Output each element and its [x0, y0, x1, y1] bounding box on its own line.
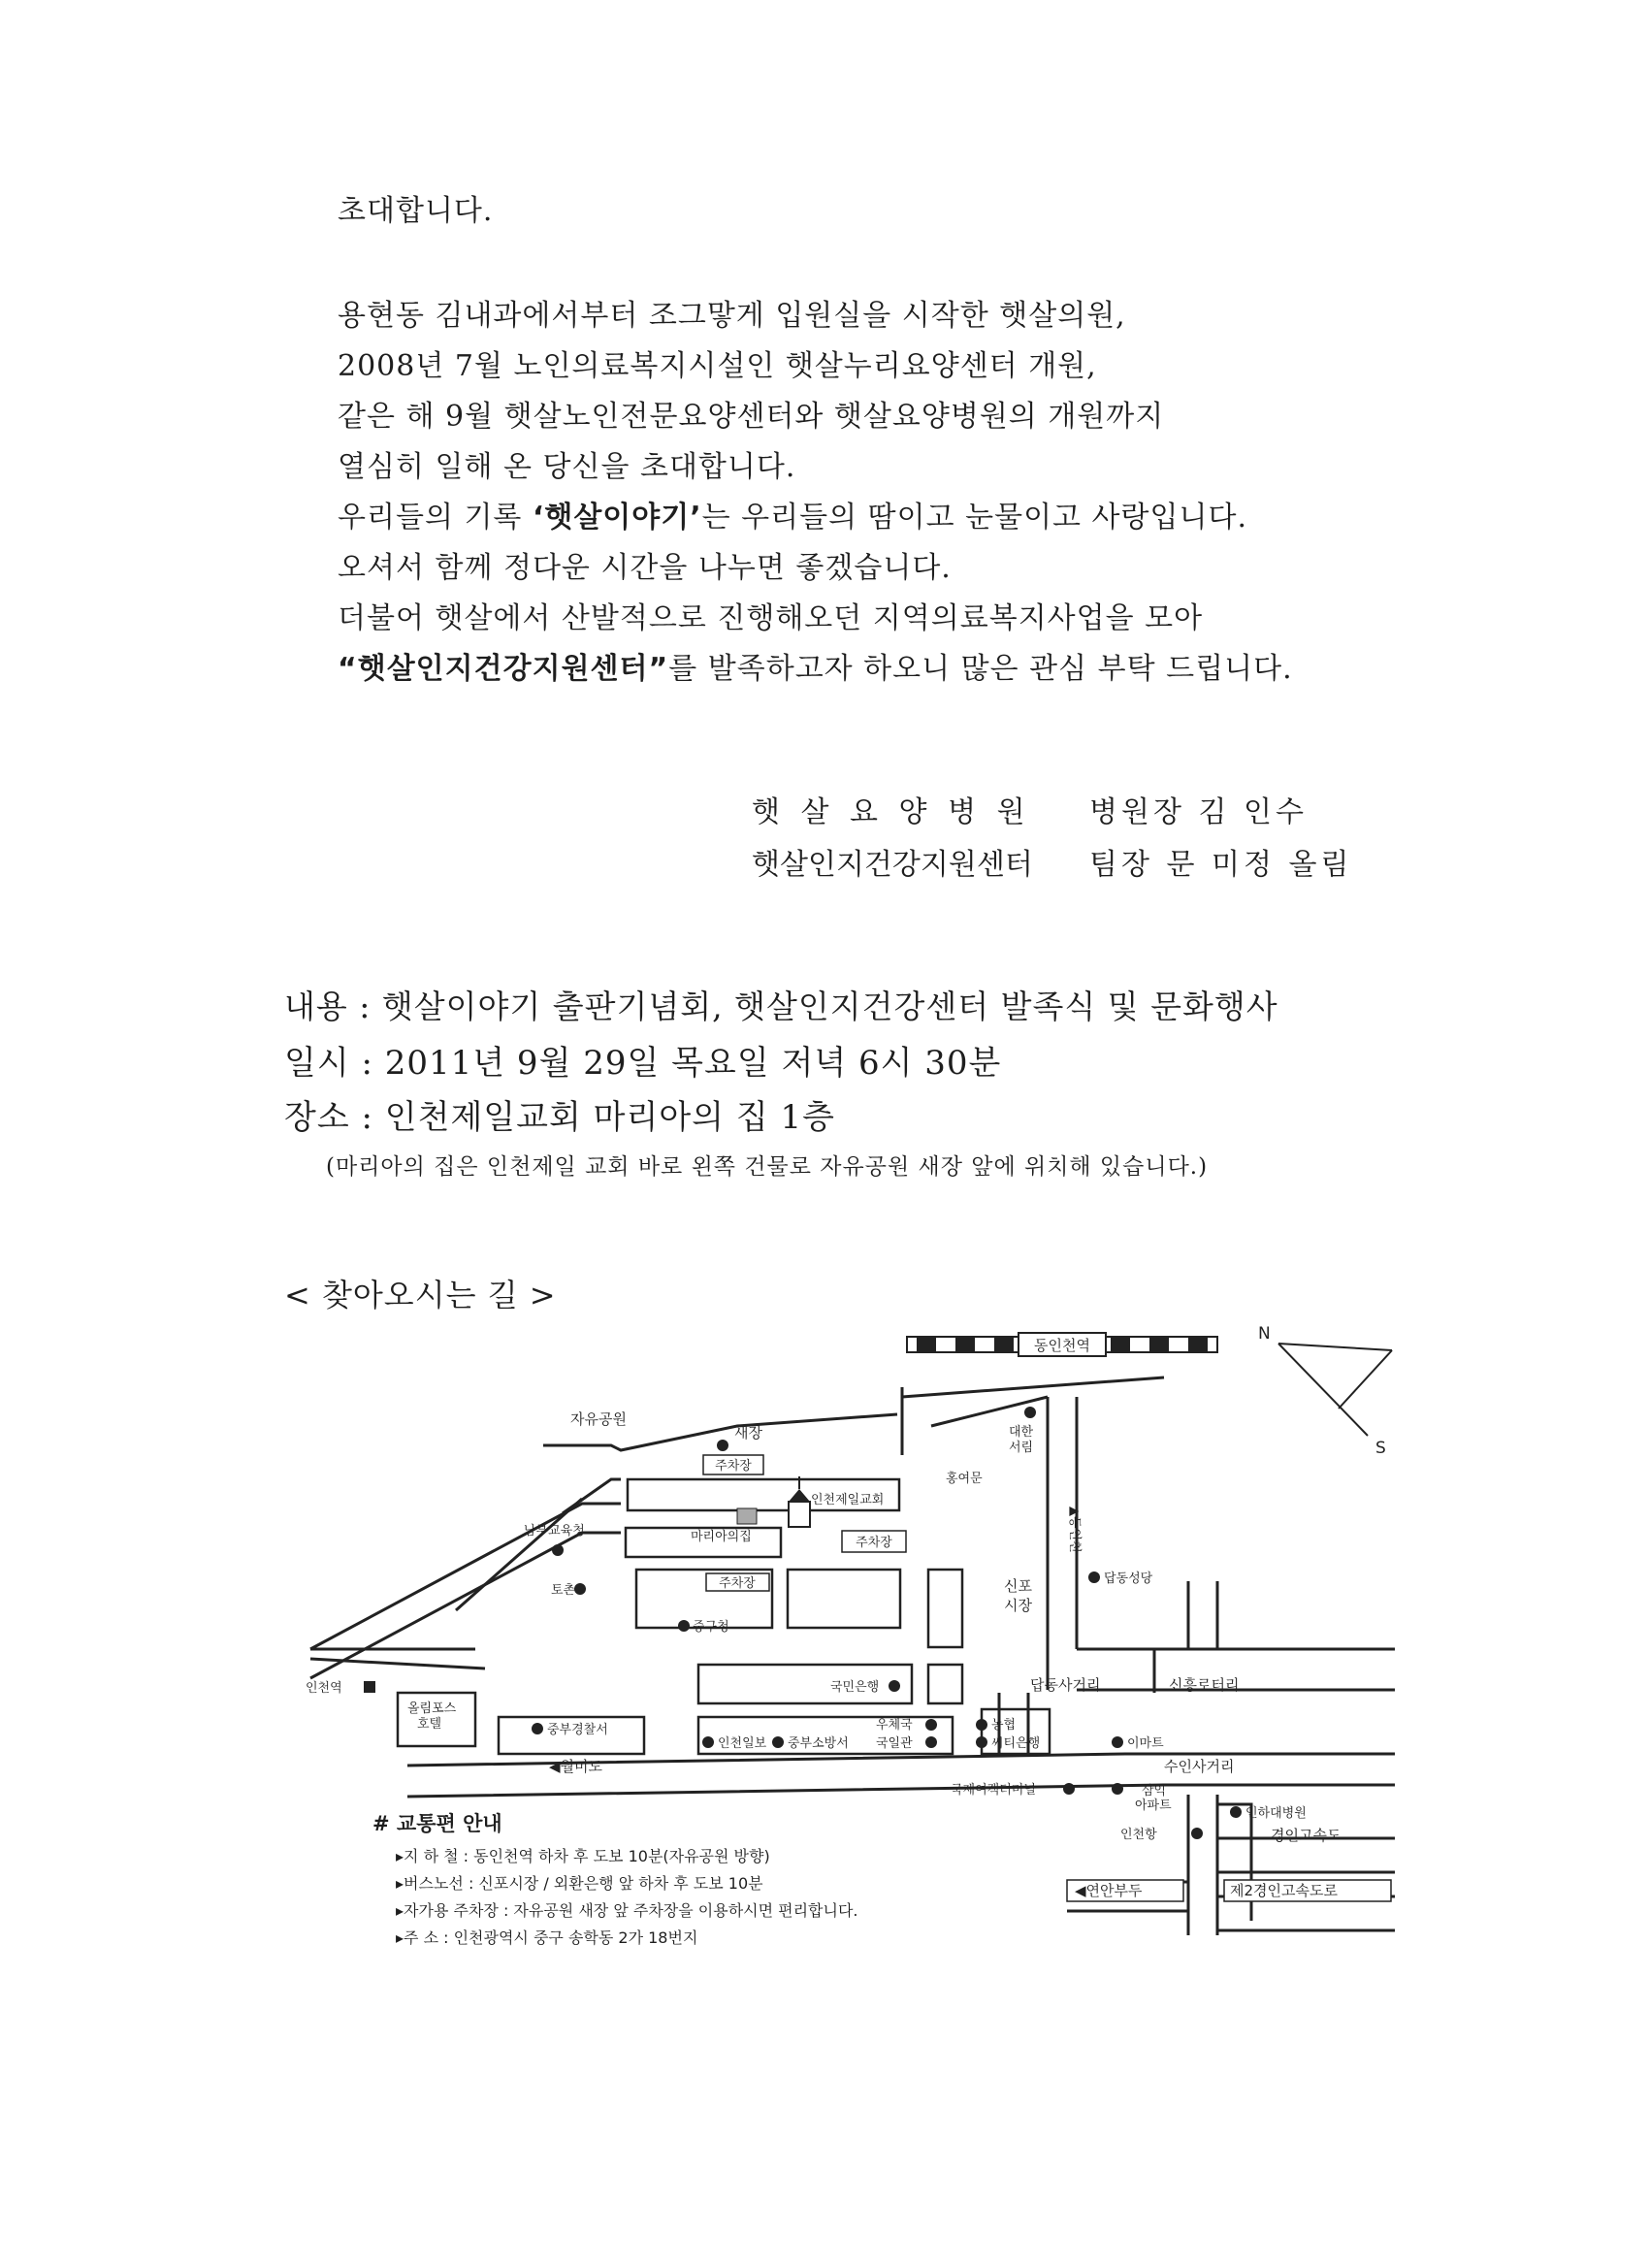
label-sinpo-1: 신포 [1004, 1577, 1032, 1595]
label-dapdong-cross: 답동사거리 [1030, 1676, 1101, 1694]
book-title: ‘햇살이야기’ [532, 501, 702, 535]
letter-line-8-post: 를 발족하고자 하오니 많은 관심 부탁 드립니다. [668, 652, 1293, 686]
event-content: 내용 : 햇살이야기 출판기념회, 햇살인지건강센터 발족식 및 문화행사 [284, 988, 1278, 1025]
label-olympus-2: 호텔 [417, 1717, 442, 1732]
label-samik-2: 아파트 [1135, 1798, 1172, 1813]
compass-south: S [1375, 1439, 1386, 1458]
label-citi-bank: 씨티은행 [991, 1736, 1041, 1751]
label-church: 인천제일교회 [811, 1493, 885, 1507]
church-icon [789, 1476, 810, 1527]
label-sinpo-2: 시장 [1004, 1597, 1032, 1614]
label-saejang: 새장 [734, 1424, 762, 1442]
label-olympus-1: 올림포스 [407, 1701, 457, 1716]
compass-north: N [1258, 1324, 1271, 1344]
label-nonghyup: 농협 [991, 1718, 1017, 1733]
maria-house-icon [737, 1508, 757, 1524]
label-gyeongin-exp: 경인고속도 [1271, 1827, 1342, 1844]
label-kookmin-bank: 국민은행 [830, 1680, 880, 1695]
label-parking-1: 주차장 [715, 1459, 752, 1474]
transport-item-address: ▸주 소 : 인천광역시 중구 송학동 2가 18번지 [396, 1928, 698, 1947]
letter-line-5-pre: 우리들의 기록 [338, 501, 533, 535]
station-dongincheon: 동인천역 [1034, 1337, 1090, 1354]
event-datetime: 일시 : 2011년 9월 29일 목요일 저녁 6시 30분 [284, 1044, 1002, 1083]
letter-line-2: 2008년 7월 노인의료복지시설인 햇살누리요양센터 개원, [338, 349, 1097, 383]
letter-line-4: 열심히 일해 온 당신을 초대합니다. [338, 450, 796, 484]
signature-role-1: 병원장 김 인수 [1089, 795, 1308, 829]
signature-org-1: 햇 살 요 양 병 원 [752, 795, 1031, 829]
label-junggu-office: 중구청 [693, 1620, 729, 1635]
compass [1258, 1324, 1392, 1458]
label-parking-2: 주차장 [856, 1536, 892, 1550]
transport-item-subway: ▸지 하 철 : 동인천역 하차 후 도보 10분(자유공원 방향) [396, 1847, 770, 1865]
label-incheon-port: 인천항 [1120, 1828, 1157, 1842]
letter-line-5-post: 는 우리들의 땀이고 눈물이고 사랑입니다. [701, 501, 1247, 535]
event-place-note: (마리아의 집은 인천제일 교회 바로 왼쪽 건물로 자유공원 새장 앞에 위치해 있습니다.) [326, 1154, 1209, 1180]
letter-greeting: 초대합니다. [338, 194, 494, 228]
transport-item-parking: ▸자가용 주차장 : 자유공원 새장 앞 주차장을 이용하시면 편리합니다. [396, 1901, 858, 1920]
label-dapdong-church: 답동성당 [1104, 1571, 1153, 1586]
label-yeonan-pier: ◀연안부두 [1075, 1882, 1143, 1899]
label-nambu-edu: 남부교육청 [524, 1524, 585, 1539]
signature-role-2: 팀장 문 미정 올림 [1089, 848, 1353, 882]
transport-title: # 교통편 안내 [372, 1812, 502, 1835]
label-daehan-2: 서림 [1009, 1441, 1034, 1455]
signature-org-2: 햇살인지건강지원센터 [752, 848, 1033, 882]
transport-item-bus: ▸버스노선 : 신포시장 / 외환은행 앞 하차 후 도보 10분 [396, 1874, 763, 1893]
label-suin-cross: 수인사거리 [1164, 1758, 1235, 1775]
label-toyo: 토촌 [551, 1583, 576, 1598]
label-jungbu-police: 중부경찰서 [547, 1723, 608, 1737]
label-post-office: 우체국 [876, 1718, 913, 1733]
label-sinheung-rotary: 신흥로터리 [1169, 1676, 1240, 1694]
letter-line-3: 같은 해 9월 햇살노인전문요양센터와 햇살요양병원의 개원까지 [338, 400, 1165, 434]
label-gukil-hall: 국일관 [876, 1736, 913, 1751]
label-daehan-1: 대한 [1009, 1425, 1034, 1440]
label-hongyemun: 홍여문 [946, 1472, 983, 1486]
label-maria-house: 마리아의집 [691, 1530, 752, 1544]
railway [907, 1333, 1217, 1356]
label-parking-3: 주차장 [719, 1576, 756, 1591]
label-samik-1: 삼익 [1142, 1784, 1167, 1798]
letter-line-6: 오셔서 함께 정다운 시간을 나누면 좋겠습니다. [338, 551, 952, 585]
label-intl-terminal: 국제여객터미널 [951, 1783, 1036, 1798]
label-dongincheon-road: ▲동인천 [1067, 1507, 1082, 1553]
label-incheon-daily: 인천일보 [718, 1736, 767, 1751]
label-emart: 이마트 [1127, 1736, 1164, 1751]
label-jayu-park: 자유공원 [570, 1410, 627, 1428]
directions-heading: < 찾아오시는 길 > [284, 1277, 557, 1313]
landmark-dots [364, 1407, 1242, 1839]
label-inha-hospital: 인하대병원 [1245, 1806, 1307, 1821]
event-place: 장소 : 인천제일교회 마리아의 집 1층 [284, 1098, 835, 1137]
label-wolmido: ◀월미도 [549, 1758, 603, 1775]
center-name: “햇살인지건강지원센터” [338, 652, 669, 686]
label-incheon-station: 인천역 [306, 1681, 342, 1696]
label-gyeongin2-exp: 제2경인고속도로 [1230, 1882, 1338, 1899]
letter-line-1: 용현동 김내과에서부터 조그맣게 입원실을 시작한 햇살의원, [338, 299, 1126, 333]
label-jungbu-fire: 중부소방서 [788, 1736, 849, 1751]
letter-line-7: 더불어 햇살에서 산발적으로 진행해오던 지역의료복지사업을 모아 [338, 601, 1204, 635]
